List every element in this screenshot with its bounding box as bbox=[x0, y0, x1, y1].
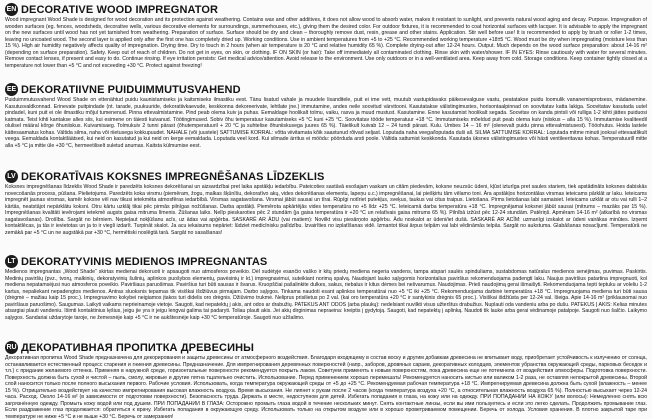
section-header bbox=[5, 170, 647, 183]
section-ee bbox=[5, 83, 647, 170]
section-header bbox=[5, 341, 647, 354]
language-badge-lv: LV bbox=[5, 170, 18, 183]
section-text-en: Wood impregnant Wood Shade is designed for wood decoration and its protection against weathering. Contains wax and other additives, it does not allow wood to absorb water, makes it resistant to sunlight, and prevents natural wood aging and decay. Purpose. Impregnation of wooden surfaces (eg. fences, woodsheds, decorative wells, various decorative elements for surroundings, summerhouses, etc.), giving them the desired color. For outdoor fixtures, it is recommended to coat horizontal surfaces with lacquer. It is advisable to apply the impregnant on the new surfaces until wood has not yet tarnished from weathering. Preparation of surface. Surface should be dry and clean – thoroughly remove dust, resin, grease and other stains. Application. Stir well before use! It is recommended to apply by brush or roller 1-2 times, leaving no uncoated wood. The second layer is applied only after the first one has completely dried up. Working conditions. Use in ambient temperatures from +5 to +25 °C. Recommended working temperature +18±5 °C. Wood must be dry when impregnating (moisture less than 15 %). High air humidity negatively affects quality of impregnation. Drying time. Dry to touch in 2 hours (when air temperature is 20 °C and relative humidity 65 %). Complete drying-out after 12-24 hours. Output. Much depends on the wood surface preparation: about 14-16 m² (depending on surface preparation). Safety. Keep out of reach of children. Do not get in eyes, on skin, or clothing. IF ON SKIN (or hair): Take off immediately all contaminated clothing. Rinse skin with water/shower. IF IN EYES: Rinse cautiously with water for several minutes. Remove contact lenses, if present and easy to do. Continue rinsing. If eye irritation persists: Get medical advice/attention. Avoid release to the environment. Use only outdoors or in a well-ventilated area. Keep away from cold. Storage conditions. Keep container tightly closed at a temperature not lower than +5 °C and not exceeding +30 °C. Protect against freezing! bbox=[5, 17, 647, 69]
section-title-en: DECORATIVE WOOD IMPREGNATOR bbox=[21, 3, 219, 16]
section-text-ee: Puiduimmutusvahend Wood Shade on ettenähtud puidu kaunistamiseks ja kaitsmiseks ilmastiku eest. Tänu lisatud vahale ja muudele lisanditele, puit ei ime vett, muutub vastupidavaks päikesevalguse vastu, peatatakse puidu loomulik vananemisprotsess, mädanemine. Kasutusvaldkonnad. Erinevate puitpindade (nt. tarade, puukuuride, dekoratiivkaevude, keskkonna dekoreerivate, lehtlate jne.) immutamine, andes neile soovitud värvitooni. Kasutatakse välistingimustes, horisontaalpinnad on soovitatav katta lakiga. Soovitatav kasutada uutel pindadel, kuni puit ei ole ilmastiku mõjul tumenenud. Pinna ettevalmistamine. Pind peab olema kuiv ja puhas. Eemaldage hoolikalt tolmu, vaiku, rasva ja muud mustust. Kasutamine. Enne kasutamist hoolikalt segada. Soovitav on kanda pintsli või rulliga 1-2 kihti jättes puiduosi katmata. Teist kihti kantakse alles siis, kui esimene on täiesti kuivanud. Töötingimused. Sobiv õhu temperatuur kasutamiseks +5 °C kuni +25 °C. Soovitatav tööde temperatuur +18 °C. Immutamiseks mõeldud puit peab olema kuiv (niiskus – alla 15 %). Immutamise kvaliteedil olulisel määral kõrge õhuniiskus. Kuivamisaeg. Tolmukuiv 2 tunni pärast (õhutemperatuuril + 20 °C ja suhtelise õhuniiskusega juures 65 %). Täielikult kuivab 12 – 24 tundi pärast. Kulu. Umbes 14 – 16 m² (olenevalt puidu pinna ettevalmistusest). Tööohutus. Hoida lastele kättesaamatus kohas. Vältida silma, naha või riietusega kokkupuudet. NAHALE (või juustele) SATTUMISE KORRAL: võtta viivitamata kõik saastunud rõivad seljast. Loputada naha veega/loputada duši all. SILMA SATTUMISE KORRAL: Loputada mitme minuti jooksul ettevaatlikult veega. Eemaldada kontaktläätsed, kui neid on kasutatud ja kui neid on kerge eemaldada. Loputada veel kord. Kui silmade ärritus ei möödu: pöörduda arsti poole. Vältida sattumist keskkonda. Kasutada üksnes välistingimustes või hästi ventileeritavas kohas. Temperatuurill mitte alla +5 °C ja mitte üle +30 °C, hermeetiliselt suletud anumas. Kaitsta külmumise eest. bbox=[5, 97, 647, 149]
section-header bbox=[5, 255, 647, 268]
section-header bbox=[5, 3, 647, 16]
section-header bbox=[5, 83, 647, 96]
section-text-lt: Medienos impregnantas „Wood Shade“ skirtas medienai dekoruoti ir apsaugoti nuo atmosferos poveikio. Dėl sudėtyje esančio vaško ir kitų priedų mediena negeria vandens, tampa atspari saulės spinduliams, sustabdomas natūralus medienos senėjimas, puvimas. Paskirtis. Medinių paviršių (pvz., tvorų, malkinių, dekoratyvinių šulinių, aplinkos puošybos elementų, pavėsinių ir kt.) impregnavimui, suteikiant norimą spalvą. Naudojant lauko sąlygomis horizontalius paviršius rekomenduojama padengti laku. Naujus paviršius patartina impregnuoti, kol mediena nepatamsėjusi nuo atmosferos poveikio. Paviršiaus paruošimas. Paviršius turi būti sausas ir švarus. Kruopščiai pašalinkite dulkes, sakus, riebalus ir kitus dėmes bei nešvarumus. Naudojimas. Prieš naudojimą gerai išmaišyti. Rekomenduojama tepti teptuku ar voleliu 1-2 kartus, nepaliekant nepadengtos medienos. Antras sluoksnis tepamas tik visiškai išdžiūvus pirmajam. Darbo sąlygos. Tinkama naudoti esant aplinkos temperatūrai nuo +5 °C iki +25 °C. Rekomenduojama darbinė temperatūra +18 °C. Impregnuojama mediena turi būti sausa (drėgmė – mažiau kaip 15 proc.). Impregnavimo kokybei neigiamos įtakos turi didelis oro drėgnis. Džiūvimo trukmė. Neliprus prisilietus po 2 val. (kai oro temperatūra +20 °C ir santykinis drėgnis 65 proc.). Visiškai išdžiūsta per 12-24 val. Išeiga. Apie 14-16 m² (priklausomai nuo paviršiaus paruošimo). Saugumas. Laikyti vaikams neprieinamoje vietoje. Saugoti, kad nepatektų į akis, ant odos ar drabužių. PATEKUS ANT ODOS (arba plaukų): nedelsiant nuvilkti visus užterštus drabužius. Nuplauti oda vandeniu arba po dušu. PATEKUS Į AKIS: Kelias minutes atsargiai plauti vandeniu. Išimti kontaktinius lęšius, jeigu jie yra ir jeigu lengvai galima tai padaryti. Toliau plauti akis. Jei akių dirginimas nepraeina: kreiptis į gydytoją. Saugoti, kad nepatektų į aplinką. Naudoti tik lauke arba gerai vėdinamoje patalpoje. Saugoti nuo šalčio. Laikymo sąlygos. Sandariai uždarytoje taroje, ne žemesnėje kaip +5 °C ir ne aukštesnėje kaip +30 °C temperatūroje. Saugoti nuo užšalimo. bbox=[5, 269, 647, 321]
section-lt bbox=[5, 255, 647, 341]
section-title-ru: ДЕКОРАТИВНАЯ ПРОПИТКА ДРЕВЕСИНЫ bbox=[21, 341, 254, 354]
section-text-lv: Koksnes impregnēšanas līdzeklis Wood Shade ir paredzēts koksnes dekorēšanai un aizsardzībai pret laika apstākļu iedarbību. Pateicoties sastāvā esošajam vaskam un citām piedevām, koksne neuzsūc ūdeni, kļūst izturīga pret saules stariem, tiek apstādināts koksnes dabiskās novecošanās process, pūšana. Pielietojums. Paredzēts koka virsmu (piemēram, žogu, malkas šķūnīšu, dekoratīvo akų, vides dekorēšanas elementu, lapeņu u.c.) impregnēšanai, lai piešķirtu tām vēlamo toni. Āra apstākļos horizontālas virsmas ieteicams pārklāt ar laku. Ieteicams impregnēt jaunas virsmas, kamēr koksne vēl nav tikusi ietekmēta atmosfēras iedarbībā. Virsmas sagatavošana. Virsmai jābūt sausai un tīrai. Rūpīgi notīriet putekļus, sveķus, taukus vai citus traipus. Lietošana. Pirms lietošanas labi samaisiet. Ieteicams uzklāt ar otu vai rulli 1–2 kārtās, neatstājot nepārklātu koksni. Otru kārtu uzklāj tikai pēc pirmās pilnīgas nožūšanas. Darba apstākļi. Piemērota apkārtējās vides temperatūra no +5 līdz +25 °C. Ieteicamā darba temperatūra +18 °C. Impregnējamai koksnei jābūt sausai (mitrums – mazāks par 15 %). Impregnēšanas kvalitāti ievērojami ietekmē augsts gaisa mitruma līmenis. Žūšanas laiks. Nelīp pieskaroties pēc 2 stundām (ja gaisa temperatūra ir +20 °C un relatīvais gaisa mitrums 65 %). Pilnībā izžūst pēc 12-24 stundām. Patēriņš. Apmēram 14-16 m² (atkarībā no virsmas sagatavošanas). Drošība. Sargāt no bērniem. Nepieļaut nokļūšanu acīs, uz ādas vai apģērba. SASKARĒ AR ĀDU (vai matiem): Novilkt visu piesārņoto apģērbu. Ādu noskalot ar ūdeni/iet dušā. SASKARĒ AR ACĪM: uzmanīgi izskalot ar ūdeni vairākas minūtes. Izņemt kontaktlēcas, ja tās ir ievietotas un ja to ir viegli izdarīt. Turpināt skalot. Ja acu iekaisums nepāriet: lūdziet medicīnisku palīdzību. Izvairīties no izplatīšanas vidē. Izmantot tikai ārpus telpām vai labi vēdināmās telpās. Sargāt no aukstuma. Glabāšanas nosacījumi. Temperatūrā ne zemākā par +5 °C un ne augstākā par +30 °C, hermētiski noslēgtā tarā. Sargāt no sasalšanas! bbox=[5, 184, 647, 236]
section-text-ru: Декоративная пропитка Wood Shade предназначена для декорирования и защиты древесины от атмосферного воздействия. Благодаря входящему в состав воску и другим добавкам древесина не впитывает воду, приобретает устойчивость к излучению от солнца, останавливается естественный процесс старения и гниения древесины. Предназначение. Для импрегнирования деревянных поверхностей (напр., заборов, дровяных сараев, декоративных колодцев, элементов убранства окружающей среды, парковых беседок и т.п.) с придание желаемого оттенка. Применяя в наружной среде, горизонтальные поверхности рекомендуется покрыть лаком. Советуем применять к новым поверхностям, пока древесина еще не потемнела от воздействия атмосферы. Подготовка поверхности. Поверхность должна быть сухой и чистой – пыль, смолу, жировые и другие пятна тщательно очистить. Использование. Перед применением хорошо перемешать! Рекомендуется наносить кистью или валиком 1-2 раза, не оставляя непокрытой древесины. Второй слой наносится только после полного высыхания первого. Рабочие условия. Использовать, когда температура окружающей среды от +5 до +25 °C. Рекомендуемая рабочая температура +18 °C. Импрегнируемая древесина должна быть сухой (влажность – менее 15 %). Отрицательно воздействует на качество импрегнирования высокая влажность воздуха. Время высыхания. Не липнет к рукам после 2 часов (когда температура воздуха +20 °C, а относительная влажность воздуха 65 %). Полностью высыхает через 12-24 часа. Расход. Около 14-16 м² (в зависимости от подготовки поверхности). Безопасность труда. Держать в месте, недоступном для детей. Избегать попадания в глаза, на кожу или на одежду. ПРИ ПОПАДАНИИ НА КОЖУ (или волосы): Немедленно снять всю загрязнённую одежду. Промыть кожу водой или под душем. ПРИ ПОПАДАНИИ В ГЛАЗА: Осторожно промыть глаза водой в течение нескольких минут. Снять контактные линзы, если вы ими пользуетесь и если это легко сделать. Продолжить промывание глаз. Если раздражение глаз продолжается: обратиться к врачу. Избегать попадания в окружающую среду. Использовать только на открытом воздухе или в хорошо проветриваемом помещении. Беречь от холода. Условия хранения. В плотно закрытой таре при температуре не ниже +5 °C и не выше +30 °C. Беречь от замерзания! bbox=[5, 355, 647, 419]
language-badge-ru: RU bbox=[5, 341, 18, 354]
section-en bbox=[5, 3, 647, 83]
section-ru bbox=[5, 341, 647, 419]
language-badge-ee: EE bbox=[5, 83, 18, 96]
language-badge-lt: LT bbox=[5, 255, 18, 268]
language-badge-en: EN bbox=[5, 3, 18, 16]
section-title-ee: DEKORATIIVNE PUIDUIMMUTUSVAHEND bbox=[21, 83, 241, 96]
section-title-lv: DEKORATĪVAIS KOKSNES IMPREGNĒŠANAS LĪDZEKLIS bbox=[21, 170, 325, 183]
section-title-lt: DEKORATYVINIS MEDIENOS IMPREGNANTAS bbox=[21, 255, 268, 268]
section-lv bbox=[5, 170, 647, 255]
